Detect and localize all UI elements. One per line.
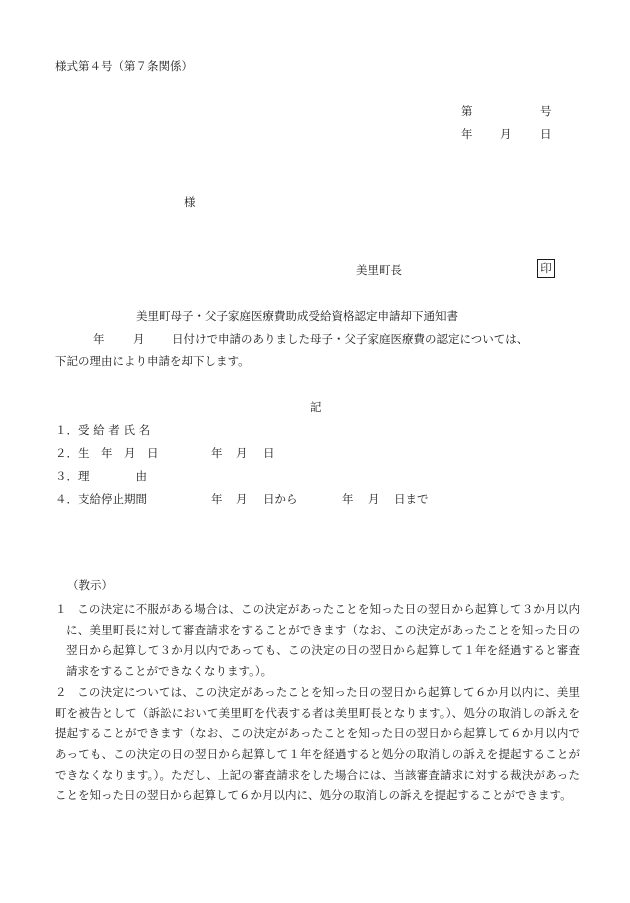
- item-label: ３．理 由: [55, 469, 147, 483]
- addressee-suffix: 様: [184, 195, 196, 209]
- issue-number-go: 号: [540, 104, 552, 118]
- instruction-item: [55, 682, 580, 806]
- item-value: 日から: [263, 492, 298, 506]
- instructions: [55, 599, 580, 806]
- issue-number-dai: 第: [461, 104, 473, 118]
- instruction-number: ２: [55, 684, 67, 699]
- item-label: １．受 給 者 氏 名: [55, 423, 151, 437]
- item-value: 日: [263, 446, 275, 460]
- instruction-heading: （教示）: [67, 578, 113, 592]
- issue-date-day: 日: [540, 127, 552, 141]
- body-line1: 日付けで申請のありました母子・父子家庭医療費の認定については、: [172, 332, 529, 346]
- item-value: 年: [211, 446, 223, 460]
- issue-date-year: 年: [461, 127, 473, 141]
- body-line2: 下記の理由により申請を却下します。: [55, 354, 250, 368]
- seal-mark: 印: [537, 259, 555, 278]
- issue-date-month: 月: [500, 127, 512, 141]
- instruction-text: この決定に不服がある場合は、この決定があったことを知った日の翌日から起算して３か月以内に、美里町長に対して審査請求をすることができます（なお、この決定があったことを知った日の翌日から起算して３か月以内であっても、この決定の日の翌日から起算して１年を経過すると審査請求をすることができなくなります。）。: [66, 602, 580, 679]
- sender-title: 美里町長: [356, 263, 402, 277]
- body-date-year: 年: [93, 332, 105, 346]
- item-value: 年: [342, 492, 354, 506]
- instruction-item: [55, 599, 580, 682]
- item-label: ４．支給停止期間: [55, 492, 147, 506]
- item-value: 日まで: [394, 492, 429, 506]
- item-label: ２．生 年 月 日: [55, 446, 159, 460]
- instruction-text: この決定については、この決定があったことを知った日の翌日から起算して６か月以内に、美里町を被告として（訴訟において美里町を代表する者は美里町長となります。）、処分の取消しの訴えを提起することができます（なお、この決定があったことを知った日の翌日から起算して６か月以内であっても、この決定の日の翌日から起算して１年を経過すると処分の取消しの訴えを提起することができなくなります。）。ただし、上記の審査請求をした場合には、当該審査請求に対する裁決があったことを知った日の翌日から起算して６か月以内に、処分の取消しの訴えを提起することができます。: [55, 684, 580, 803]
- form-number: 様式第４号（第７条関係）: [55, 59, 193, 73]
- document-title: 美里町母子・父子家庭医療費助成受給資格認定申請却下通知書: [136, 309, 458, 323]
- item-value: 月: [236, 492, 248, 506]
- item-value: 月: [368, 492, 380, 506]
- instruction-number: １: [55, 602, 67, 616]
- item-value: 月: [236, 446, 248, 460]
- body-date-month: 月: [133, 332, 145, 346]
- ki-heading: 記: [310, 400, 322, 414]
- item-value: 年: [211, 492, 223, 506]
